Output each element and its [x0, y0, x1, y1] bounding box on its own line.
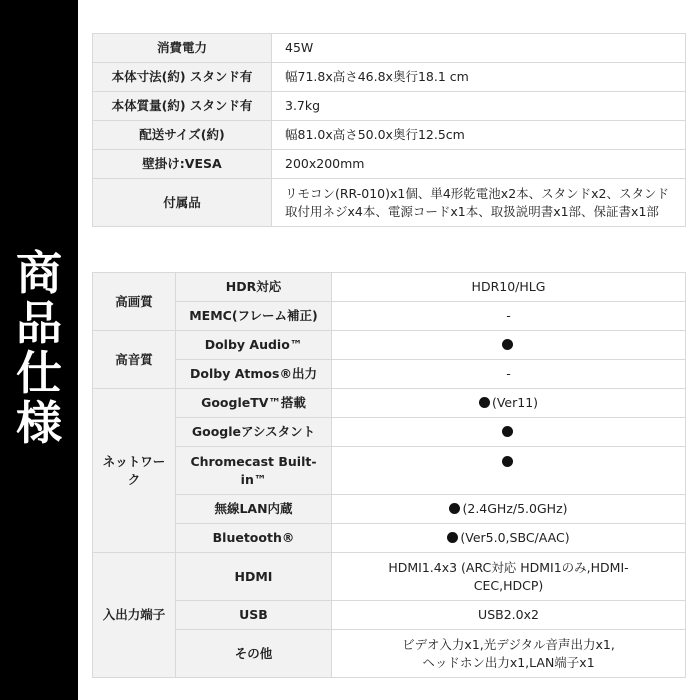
table-row [93, 179, 686, 227]
spec-value-line: リモコン(RR-010)x1個、単4形乾電池x2本、スタンドx2、スタンド [285, 185, 669, 201]
feature-label: Dolby Audio™ [176, 331, 332, 360]
table-row [93, 273, 686, 302]
feature-value [332, 389, 686, 418]
filled-circle-icon [502, 339, 513, 350]
spec-label: 付属品 [93, 179, 272, 227]
spec-label: 本体寸法(約) スタンド有 [93, 63, 272, 92]
filled-circle-icon [502, 456, 513, 467]
spec-value [272, 179, 686, 227]
table-row [93, 447, 686, 495]
feature-label: Dolby Atmos®出力 [176, 360, 332, 389]
spec-label: 本体質量(約) スタンド有 [93, 92, 272, 121]
feature-value-line: CEC,HDCP) [473, 577, 544, 593]
feature-value-line: ビデオ入力x1,光デジタル音声出力x1, [402, 636, 615, 652]
table-row [93, 92, 686, 121]
feature-value [332, 630, 686, 678]
spec-value: 幅81.0x高さ50.0x奥行12.5cm [272, 121, 686, 150]
group-label-line: ク [127, 471, 141, 487]
side-title-char: 仕 [16, 346, 62, 400]
feature-label: 無線LAN内蔵 [176, 495, 332, 524]
feature-value: - [332, 302, 686, 331]
table-row [93, 331, 686, 360]
feature-label: HDMI [176, 553, 332, 601]
filled-circle-icon [447, 532, 458, 543]
filled-circle-icon [479, 397, 490, 408]
feature-value-text: (2.4GHz/5.0GHz) [462, 501, 568, 516]
table-row [93, 150, 686, 179]
feature-label: その他 [176, 630, 332, 678]
table-row [93, 360, 686, 389]
filled-circle-icon [449, 503, 460, 514]
side-title [0, 248, 78, 448]
table-row [93, 495, 686, 524]
feature-value-text: (Ver11) [491, 395, 539, 410]
side-title-char: 様 [16, 396, 62, 450]
feature-value [332, 524, 686, 553]
group-label: 高画質 [93, 273, 176, 331]
group-label: 入出力端子 [93, 553, 176, 678]
table-row [93, 34, 686, 63]
side-title-char: 品 [16, 296, 62, 350]
feature-value: HDR10/HLG [332, 273, 686, 302]
feature-label: MEMC(フレーム補正) [176, 302, 332, 331]
group-label [93, 389, 176, 553]
feature-value-line: HDMI1.4x3 (ARC対応 HDMI1のみ,HDMI- [388, 559, 629, 575]
table-row [93, 302, 686, 331]
spec-value: 45W [272, 34, 686, 63]
feature-value [332, 447, 686, 495]
table-row [93, 601, 686, 630]
sidebar-banner [0, 0, 78, 700]
table-row [93, 63, 686, 92]
filled-circle-icon [502, 426, 513, 437]
feature-value-text: (Ver5.0,SBC/AAC) [460, 530, 570, 545]
feature-label: USB [176, 601, 332, 630]
feature-value [332, 553, 686, 601]
feature-label: GoogleTV™搭載 [176, 389, 332, 418]
group-label: 高音質 [93, 331, 176, 389]
feature-value [332, 331, 686, 360]
feature-value: - [332, 360, 686, 389]
spec-label: 配送サイズ(約) [93, 121, 272, 150]
feature-value [332, 495, 686, 524]
table-row [93, 553, 686, 601]
feature-label: HDR対応 [176, 273, 332, 302]
spec-value: 3.7kg [272, 92, 686, 121]
side-title-char: 商 [16, 246, 62, 300]
table-row [93, 418, 686, 447]
spec-value: 幅71.8x高さ46.8x奥行18.1 cm [272, 63, 686, 92]
group-label-line: ネットワー [102, 453, 166, 469]
table-row [93, 389, 686, 418]
spec-label: 壁掛け:VESA [93, 150, 272, 179]
feature-label [176, 447, 332, 495]
spec-label: 消費電力 [93, 34, 272, 63]
feature-label: Bluetooth® [176, 524, 332, 553]
spec-value: 200x200mm [272, 150, 686, 179]
feature-value-line: ヘッドホン出力x1,LAN端子x1 [422, 654, 595, 670]
feature-spec-table [92, 272, 686, 678]
table-row [93, 630, 686, 678]
basic-spec-table [92, 33, 686, 227]
feature-value: USB2.0x2 [332, 601, 686, 630]
feature-label-line: in™ [240, 471, 267, 487]
feature-label: Googleアシスタント [176, 418, 332, 447]
feature-label-line: Chromecast Built- [190, 453, 317, 469]
spec-value-line: 取付用ネジx4本、電源コードx1本、取扱説明書x1部、保証書x1部 [285, 203, 659, 219]
table-row [93, 121, 686, 150]
table-row [93, 524, 686, 553]
feature-value [332, 418, 686, 447]
